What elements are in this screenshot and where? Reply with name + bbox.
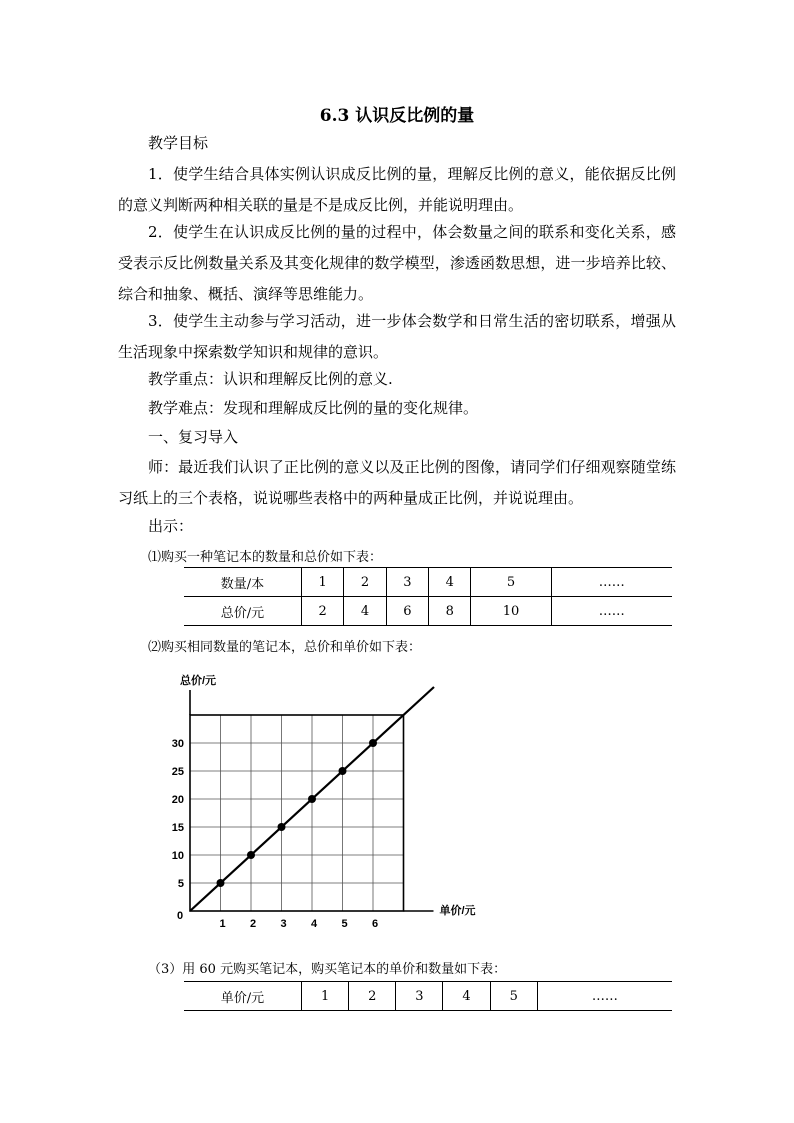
table-cell: 2 (344, 568, 386, 597)
x-tick-label: 1 (219, 918, 226, 930)
origin-label: 0 (176, 910, 184, 922)
objectives-heading: 教学目标 (148, 134, 209, 152)
y-tick-label: 25 (171, 766, 184, 778)
x-tick-label: 5 (341, 918, 348, 930)
table-cell: 1 (302, 568, 344, 597)
key-point: 教学重点：认识和理解反比例的意义. (148, 370, 393, 388)
table-cell: 1 (302, 982, 349, 1011)
table-cell: 3 (396, 982, 443, 1011)
y-tick-label: 15 (171, 822, 184, 834)
price-chart (170, 668, 500, 933)
table-cell: …… (551, 568, 672, 597)
y-tick-label: 30 (171, 738, 184, 750)
x-tick-label: 2 (249, 918, 257, 930)
table-cell: 数量/本 (184, 568, 302, 597)
page-title: 6.3 认识反比例的量 (319, 106, 475, 126)
table-cell: 5 (471, 568, 551, 597)
y-tick-label: 10 (171, 850, 184, 862)
table-cell: 5 (490, 982, 537, 1011)
data-point (308, 795, 316, 803)
objective-1: 1．使学生结合具体实例认识成反比例的量，理解反比例的意义，能依据反比例的意义判断两种相关联的量是不是成反比例，并能说明理由。 (118, 165, 676, 214)
table-row (184, 982, 672, 1011)
table-cell: 4 (429, 568, 471, 597)
table-cell: 4 (344, 597, 386, 626)
table-cell: 2 (349, 982, 396, 1011)
y-axis-label: 总价/元 (180, 675, 217, 687)
data-point (369, 739, 377, 747)
x-tick-label: 3 (280, 918, 287, 930)
table-cell: 4 (443, 982, 490, 1011)
objective-3: 3．使学生主动参与学习活动，进一步体会数学和日常生活的密切联系，增强从生活现象中探索数学知识和规律的意识。 (118, 312, 676, 361)
x-tick-label: 6 (371, 918, 379, 930)
difficulty: 教学难点：发现和理解成反比例的量的变化规律。 (148, 399, 479, 417)
objective-2: 2．使学生在认识成反比例的量的过程中，体会数量之间的联系和变化关系，感受表示反比例数量关系及其变化规律的数学模型，渗透函数思想，进一步培养比较、综合和抽象、概括、演绎等思维能力。 (118, 223, 676, 303)
table-cell: …… (537, 982, 672, 1011)
table-cell: 6 (386, 597, 428, 626)
data-point (278, 823, 286, 831)
section-heading: 一、复习导入 (148, 428, 239, 446)
data-point (217, 879, 225, 887)
x-axis-label: 单价/元 (439, 905, 476, 917)
x-tick-label: 4 (310, 918, 318, 930)
table-row (184, 568, 672, 597)
table3 (184, 981, 672, 1011)
table-cell: 单价/元 (184, 982, 302, 1011)
table1-caption: ⑴购买一种笔记本的数量和总价如下表： (148, 550, 383, 565)
y-tick-label: 5 (177, 878, 184, 890)
table-cell: 2 (302, 597, 344, 626)
table-cell: 10 (471, 597, 551, 626)
table1 (184, 567, 672, 626)
y-tick-label: 20 (171, 794, 184, 806)
show-label: 出示： (148, 517, 194, 535)
table-cell: 3 (386, 568, 428, 597)
teacher-text: 师：最近我们认识了正比例的意义以及正比例的图像，请同学们仔细观察随堂练习纸上的三个表格，说说哪些表格中的两种量成正比例，并说说理由。 (118, 458, 676, 507)
table-cell: …… (551, 597, 672, 626)
table-row (184, 597, 672, 626)
chart-caption: ⑵购买相同数量的笔记本，总价和单价如下表： (148, 640, 422, 655)
data-point (339, 767, 347, 775)
table3-caption: （3）用 60 元购买笔记本，购买笔记本的单价和数量如下表： (148, 962, 507, 977)
table-cell: 总价/元 (184, 597, 302, 626)
table-cell: 8 (429, 597, 471, 626)
data-point (247, 851, 255, 859)
